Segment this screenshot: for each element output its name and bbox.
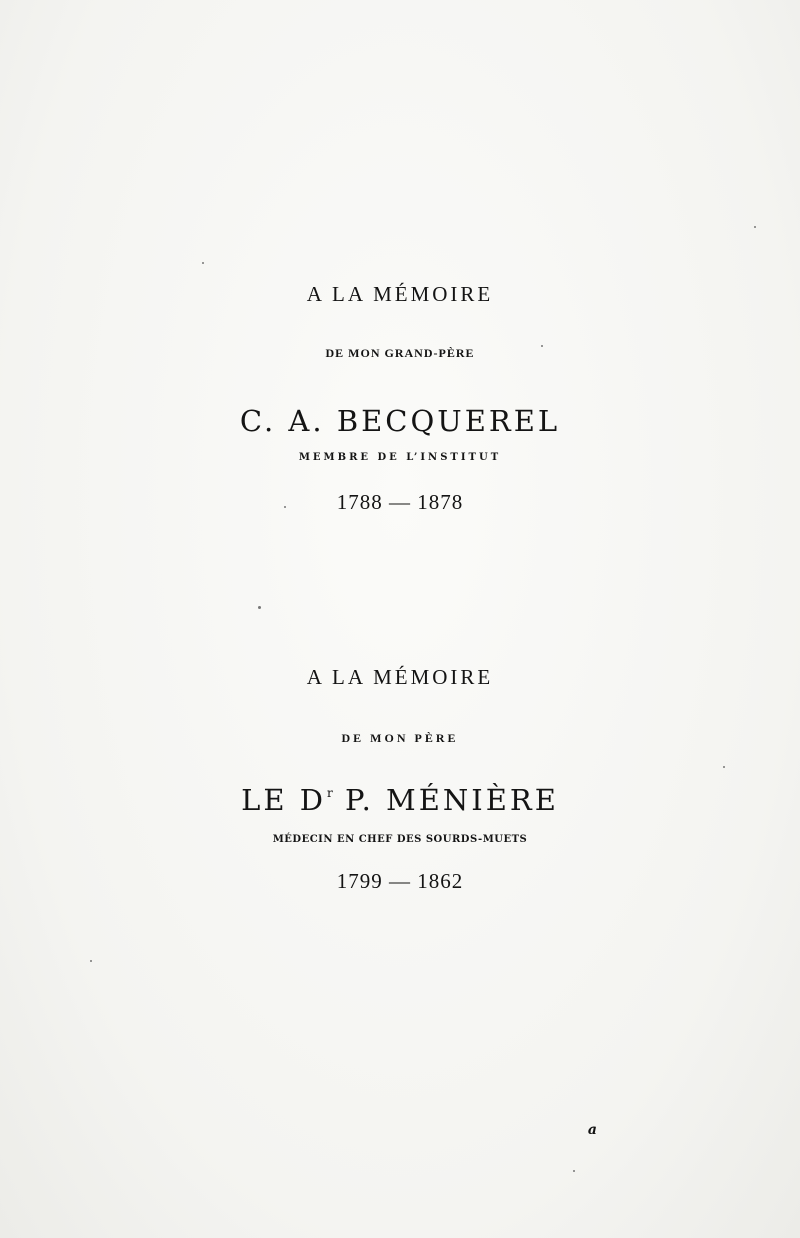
dedication-2-heading: A LA MÉMOIRE [306, 665, 494, 689]
dedication-1-name: C. A. BECQUEREL [239, 404, 561, 438]
dedication-1-title: MEMBRE DE L’INSTITUT [298, 452, 502, 463]
scan-speck [90, 960, 92, 962]
scan-speck [284, 506, 286, 508]
dedication-2-name-rest: P. MÉNIÈRE [332, 783, 559, 817]
dedication-2-name [0, 783, 800, 817]
dedication-1-heading: A LA MÉMOIRE [306, 282, 494, 306]
scan-speck [541, 345, 543, 347]
scan-speck [754, 226, 756, 228]
dedication-2-dates: 1799 — 1862 [336, 869, 464, 893]
dedication-2-name-superscript: r [326, 786, 333, 800]
dedication-2-name-prefix: LE D [241, 783, 326, 817]
scan-speck [573, 1170, 575, 1172]
scan-speck [202, 262, 204, 264]
signature-mark: a [587, 1122, 597, 1138]
dedication-1-relation: DE MON GRAND-PÈRE [325, 346, 475, 360]
scan-speck [723, 766, 725, 768]
dedication-2-relation: DE MON PÈRE [341, 731, 459, 745]
dedication-2-title: MÉDECIN EN CHEF DES SOURDS-MUETS [272, 834, 528, 845]
scan-speck [258, 606, 261, 609]
dedication-1-dates: 1788 — 1878 [336, 490, 464, 514]
